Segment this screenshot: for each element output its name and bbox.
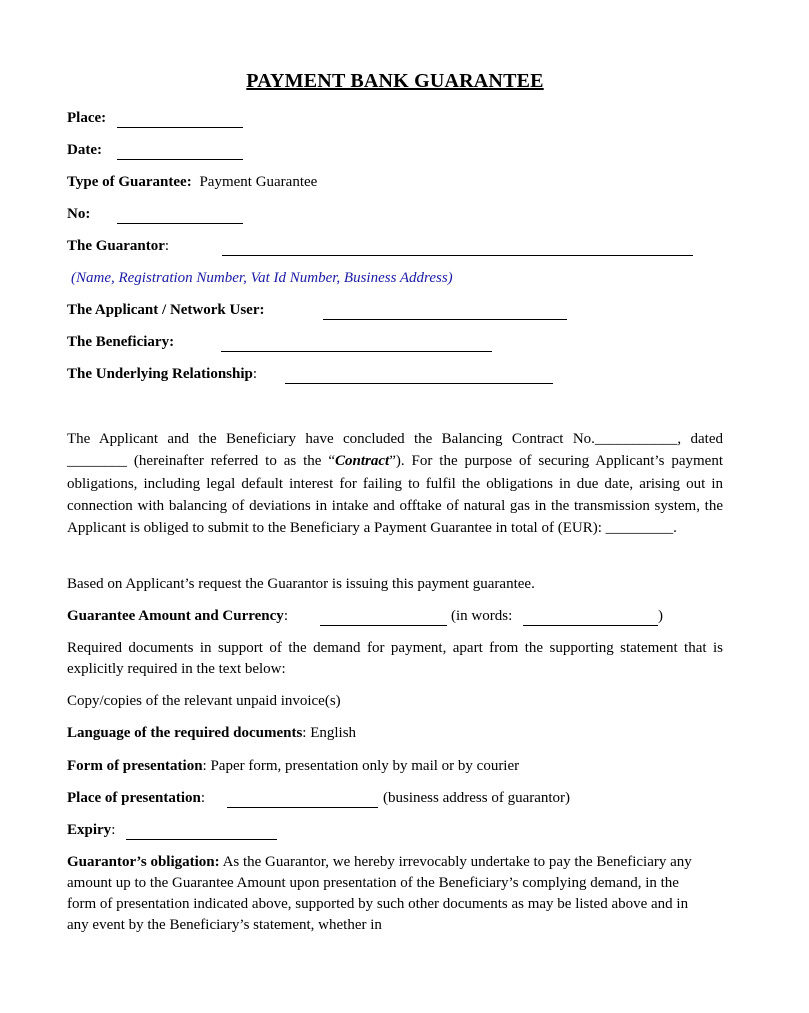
- amount-label: Guarantee Amount and Currency: [67, 608, 284, 624]
- language-value: : English: [302, 725, 357, 741]
- relationship-label: The Underlying Relationship: [67, 366, 253, 382]
- relationship-field: [67, 365, 257, 383]
- amount-words-blank[interactable]: [523, 624, 658, 626]
- amount-close: ): [658, 608, 663, 624]
- contract-paragraph: [67, 428, 723, 539]
- relationship-colon: :: [252, 366, 258, 382]
- form-label: Form of presentation: [67, 758, 203, 774]
- expiry-blank[interactable]: [126, 838, 277, 840]
- expiry-colon: :: [111, 822, 116, 838]
- copies-line: Copy/copies of the relevant unpaid invoice(s): [67, 693, 341, 709]
- contract-paragraph-start: The Applicant and the Beneficiary have concluded the Balancing Contract No.___________, dated ________ (hereinafter referred to as the “: [67, 431, 723, 470]
- amount-field: [67, 607, 288, 625]
- beneficiary-field: [67, 333, 174, 351]
- type-field: [67, 173, 317, 191]
- guarantor-note: (Name, Registration Number, Vat Id Number, Business Address): [71, 270, 453, 286]
- applicant-label: The Applicant / Network User:: [67, 302, 265, 318]
- form-field: [67, 757, 519, 775]
- guarantor-blank[interactable]: [222, 254, 693, 256]
- no-field: [67, 205, 90, 223]
- applicant-field: [67, 301, 265, 319]
- amount-blank[interactable]: [320, 624, 447, 626]
- type-label: Type of Guarantee:: [67, 174, 192, 190]
- place-blank[interactable]: [117, 126, 243, 128]
- no-blank[interactable]: [117, 222, 243, 224]
- language-label: Language of the required documents: [67, 725, 303, 741]
- obligation-text: As the Guarantor, we hereby irrevocably undertake to pay the Beneficiary any amount up to the Guarantee Amount upon presentation of the Beneficiary’s complying demand, in the form of presentation indicated above, supported by such other documents as may be listed above and in any event by the Beneficiary’s statement, whether in: [67, 854, 692, 933]
- request-paragraph: Based on Applicant’s request the Guarantor is issuing this payment guarantee.: [67, 576, 535, 592]
- expiry-label: Expiry: [67, 822, 112, 838]
- place-presentation-field: [67, 789, 205, 807]
- applicant-blank[interactable]: [323, 318, 567, 320]
- document-title: PAYMENT BANK GUARANTEE: [246, 70, 544, 92]
- amount-words-label: (in words:: [451, 608, 513, 624]
- place-presentation-label: Place of presentation: [67, 790, 201, 806]
- obligation-paragraph: [67, 852, 707, 936]
- contract-paragraph-end: ”). For the purpose of securing Applicant’s payment obligations, including legal default interest for failing to fulfil the obligations in due date, arising out in connection with balancing of deviations in intake and offtake of natural gas in the transmission system, the Applicant is obliged to submit to the Beneficiary a Payment Guarantee in total of (EUR): _________.: [67, 453, 723, 537]
- beneficiary-blank[interactable]: [221, 350, 492, 352]
- place-presentation-blank[interactable]: [227, 806, 378, 808]
- place-label: Place:: [67, 110, 107, 126]
- date-label: Date:: [67, 142, 102, 158]
- obligation-label: Guarantor’s obligation:: [67, 854, 220, 870]
- expiry-field: [67, 821, 115, 839]
- beneficiary-label: The Beneficiary:: [67, 334, 175, 350]
- contract-term: Contract: [335, 453, 390, 470]
- form-value: : Paper form, presentation only by mail or by courier: [202, 758, 520, 774]
- guarantor-field: [67, 237, 169, 255]
- place-field: [67, 109, 106, 127]
- type-value: Payment Guarantee: [199, 174, 318, 190]
- amount-colon: :: [283, 608, 288, 624]
- documents-paragraph: Required documents in support of the demand for payment, apart from the supporting statement that is explicitly required in the text below:: [67, 640, 723, 677]
- language-field: [67, 724, 356, 742]
- no-label: No:: [67, 206, 91, 222]
- relationship-blank[interactable]: [285, 382, 553, 384]
- date-field: [67, 141, 102, 159]
- place-presentation-value: (business address of guarantor): [383, 790, 571, 806]
- guarantor-label: The Guarantor: [67, 238, 165, 254]
- place-presentation-colon: :: [200, 790, 206, 806]
- guarantor-colon: :: [164, 238, 170, 254]
- date-blank[interactable]: [117, 158, 243, 160]
